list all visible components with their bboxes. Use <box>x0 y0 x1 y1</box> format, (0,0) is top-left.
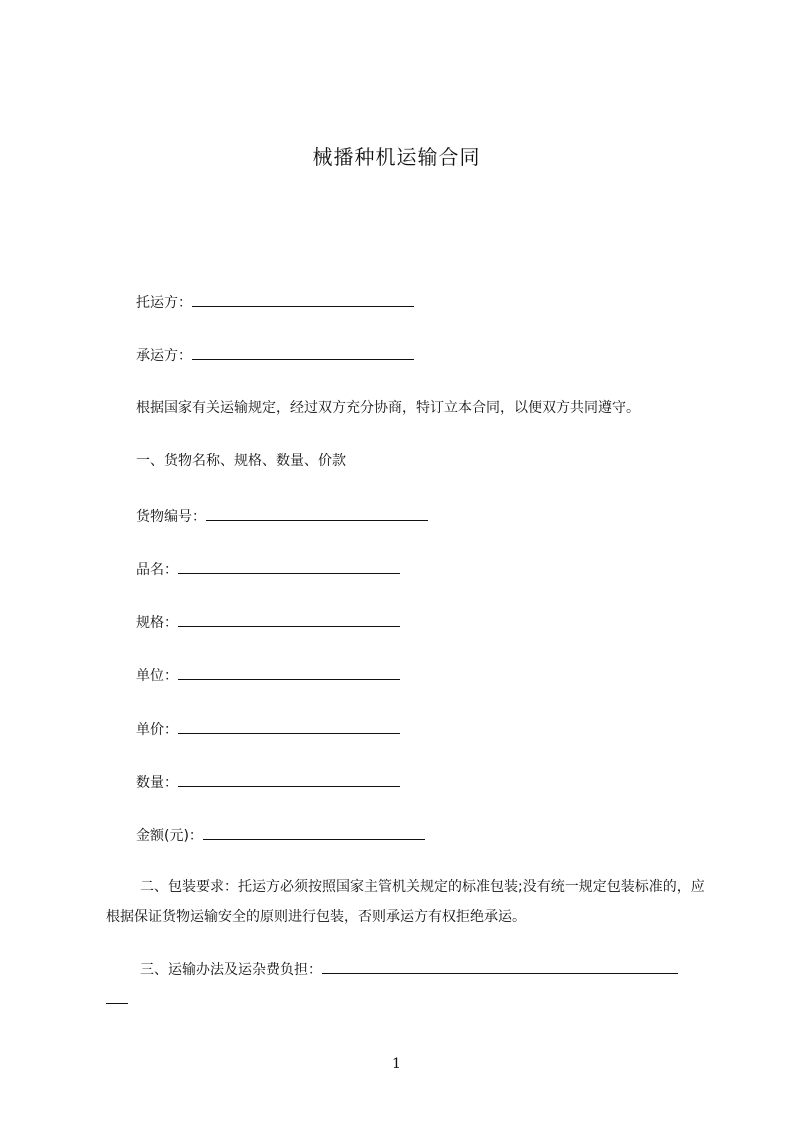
quantity-line <box>136 771 400 793</box>
shipper-blank[interactable] <box>192 291 414 307</box>
quantity-label: 数量： <box>136 775 178 791</box>
product-name-line <box>136 558 400 580</box>
unit-blank[interactable] <box>178 664 400 680</box>
unit-price-blank[interactable] <box>178 718 400 734</box>
spec-line <box>136 611 400 633</box>
unit-label: 单位： <box>136 668 178 684</box>
document-title: 械播种机运输合同 <box>312 145 481 169</box>
section3-blank-continued[interactable] <box>106 988 128 1004</box>
unit-line <box>136 664 400 686</box>
unit-price-line <box>136 718 400 740</box>
unit-price-label: 单价： <box>136 722 178 738</box>
carrier-line <box>136 344 414 366</box>
section3-paragraph <box>106 955 714 1015</box>
page-number: 1 <box>392 1056 401 1072</box>
shipper-line <box>136 291 414 313</box>
amount-blank[interactable] <box>203 824 425 840</box>
quantity-blank[interactable] <box>178 771 400 787</box>
carrier-label: 承运方： <box>136 348 192 364</box>
goods-no-line <box>136 505 428 527</box>
intro-text: 根据国家有关运输规定，经过双方充分协商，特订立本合同，以便双方共同遵守。 <box>136 400 640 416</box>
goods-no-label: 货物编号： <box>136 509 206 525</box>
section3-blank[interactable] <box>322 958 678 974</box>
spec-blank[interactable] <box>178 611 400 627</box>
section2-paragraph: 二、包装要求：托运方必须按照国家主管机关规定的标准包装;没有统一规定包装标准的，应根据保证货物运输安全的原则进行包装，否则承运方有权拒绝承运。 <box>106 879 705 925</box>
goods-no-blank[interactable] <box>206 505 428 521</box>
section3-label: 三、运输办法及运杂费负担： <box>140 962 322 978</box>
section1-heading: 一、货物名称、规格、数量、价款 <box>136 453 346 469</box>
carrier-blank[interactable] <box>192 344 414 360</box>
product-name-label: 品名： <box>136 562 178 578</box>
amount-label: 金额(元)： <box>136 828 203 844</box>
product-name-blank[interactable] <box>178 558 400 574</box>
shipper-label: 托运方： <box>136 295 192 311</box>
amount-line <box>136 824 425 846</box>
spec-label: 规格： <box>136 615 178 631</box>
